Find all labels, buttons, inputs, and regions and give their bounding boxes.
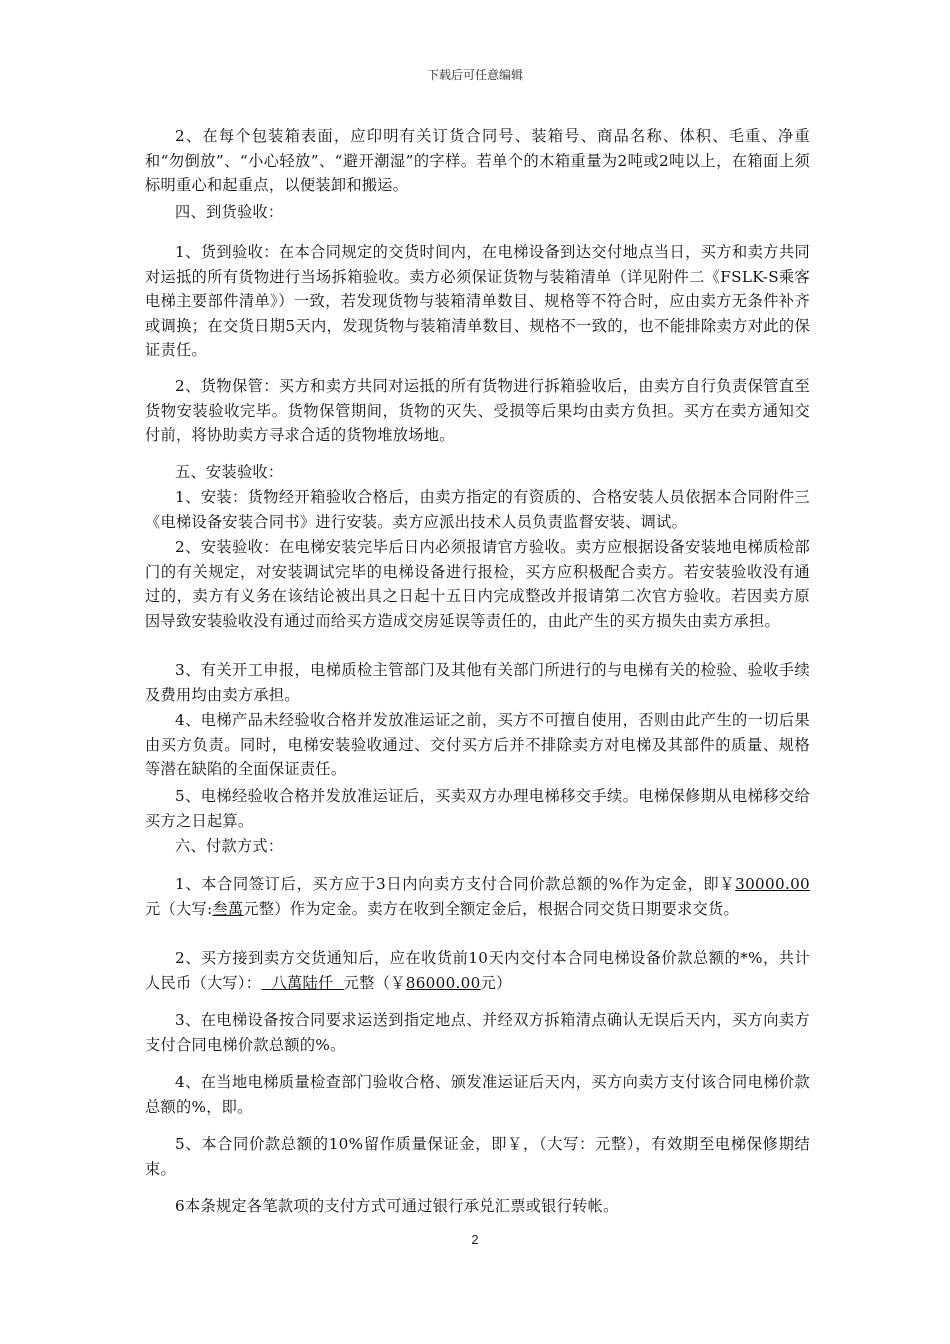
paragraph: 5、电梯经验收合格并发放准运证后，买卖双方办理电梯移交手续。电梯保修期从电梯移交给买方之日起算。 bbox=[145, 787, 810, 830]
section-heading: 四、到货验收： bbox=[175, 203, 284, 221]
paragraph: 2、安装验收：在电梯安装完毕后日内必须报请官方验收。卖方应根据设备安装地电梯质检部门的有关规定，对安装调试完毕的电梯设备进行报检，买方应积极配合卖方。若安装验收没有通过的，卖方有义务在该结论被出具之日起十五日内完成整改并报请第二次官方验收。若因卖方原因导致安装验收没有通过而给买方造成交房延误等责任的，由此产生的买方损失由卖方承担。 bbox=[145, 538, 810, 630]
paragraph: 1、货到验收：在本合同规定的交货时间内，在电梯设备到达交付地点当日，买方和卖方共同对运抵的所有货物进行当场拆箱验收。卖方必须保证货物与装箱清单（详见附件二《FSLK-S乘客电梯主要部件清单》）一致，若发现货物与装箱清单数目、规格等不符合时，应由卖方无条件补齐或调换；在交货日期5天内，发现货物与装箱清单数目、规格不一致的，也不能排除卖方对此的保证责任。 bbox=[145, 243, 810, 359]
paragraph: 3、有关开工申报，电梯质检主管部门及其他有关部门所进行的与电梯有关的检验、验收手续及费用均由卖方承担。 bbox=[145, 661, 810, 704]
payment-clause-4: 4、在当地电梯质量检查部门验收合格、颁发准运证后天内，买方向卖方支付该合同电梯价款总额的%，即。 bbox=[145, 1073, 810, 1116]
payment-amount-words: 八萬陆仟 bbox=[261, 973, 344, 992]
deposit-amount-words: 叁萬 bbox=[212, 899, 244, 918]
section-heading: 五、安装验收： bbox=[175, 463, 284, 481]
payment-amount: 86000.00 bbox=[405, 973, 481, 992]
deposit-amount: 30000.00 bbox=[735, 875, 810, 893]
payment-clause-3: 3、在电梯设备按合同要求运送到指定地点、并经双方拆箱清点确认无误后天内，买方向卖方支付合同电梯价款总额的%。 bbox=[145, 1011, 810, 1054]
payment-clause-1: 1、本合同签订后，买方应于3日内向卖方支付合同价款总额的%作为定金，即￥30000.00元（大写:叁萬元整）作为定金。卖方在收到全额定金后，根据合同交货日期要求交货。 bbox=[145, 875, 810, 918]
paragraph: 1、安装：货物经开箱验收合格后，由卖方指定的有资质的、合格安装人员依据本合同附件三《电梯设备安装合同书》进行安装。卖方应派出技术人员负责监督安装、调试。 bbox=[145, 488, 810, 531]
payment-clause-2: 2、买方接到卖方交货通知后，应在收货前10天内交付本合同电梯设备价款总额的*%，共计人民币（大写）： 八萬陆仟 元整（￥86000.00元） bbox=[145, 949, 810, 992]
payment-clause-5: 5、本合同价款总额的10%留作质量保证金，即￥，（大写：元整），有效期至电梯保修期结束。 bbox=[145, 1135, 810, 1178]
header-note: 下载后可任意编辑 bbox=[426, 68, 523, 82]
paragraph: 4、电梯产品未经验收合格并发放准运证之前，买方不可擅自使用，否则由此产生的一切后果由买方负责。同时，电梯安装验收通过、交付买方后并不排除卖方对电梯及其部件的质量、规格等潜在缺陷的全面保证责任。 bbox=[145, 711, 810, 778]
paragraph: 2、在每个包装箱表面，应印明有关订货合同号、装箱号、商品名称、体积、毛重、净重和“勿倒放”、“小心轻放”、“避开潮湿”的字样。若单个的木箱重量为2吨或2吨以上，在箱面上须标明重心和起重点，以便装卸和搬运。 bbox=[145, 127, 810, 194]
section-heading: 六、付款方式： bbox=[175, 837, 284, 855]
payment-clause-6: 6本条规定各笔款项的支付方式可通过银行承兑汇票或银行转帐。 bbox=[175, 1197, 619, 1215]
page-number: 2 bbox=[471, 1232, 479, 1247]
paragraph: 2、货物保管：买方和卖方共同对运抵的所有货物进行拆箱验收后，由卖方自行负责保管直至货物安装验收完毕。货物保管期间，货物的灭失、受损等后果均由卖方负担。买方在卖方通知交付前，将协助卖方寻求合适的货物堆放场地。 bbox=[145, 377, 810, 444]
